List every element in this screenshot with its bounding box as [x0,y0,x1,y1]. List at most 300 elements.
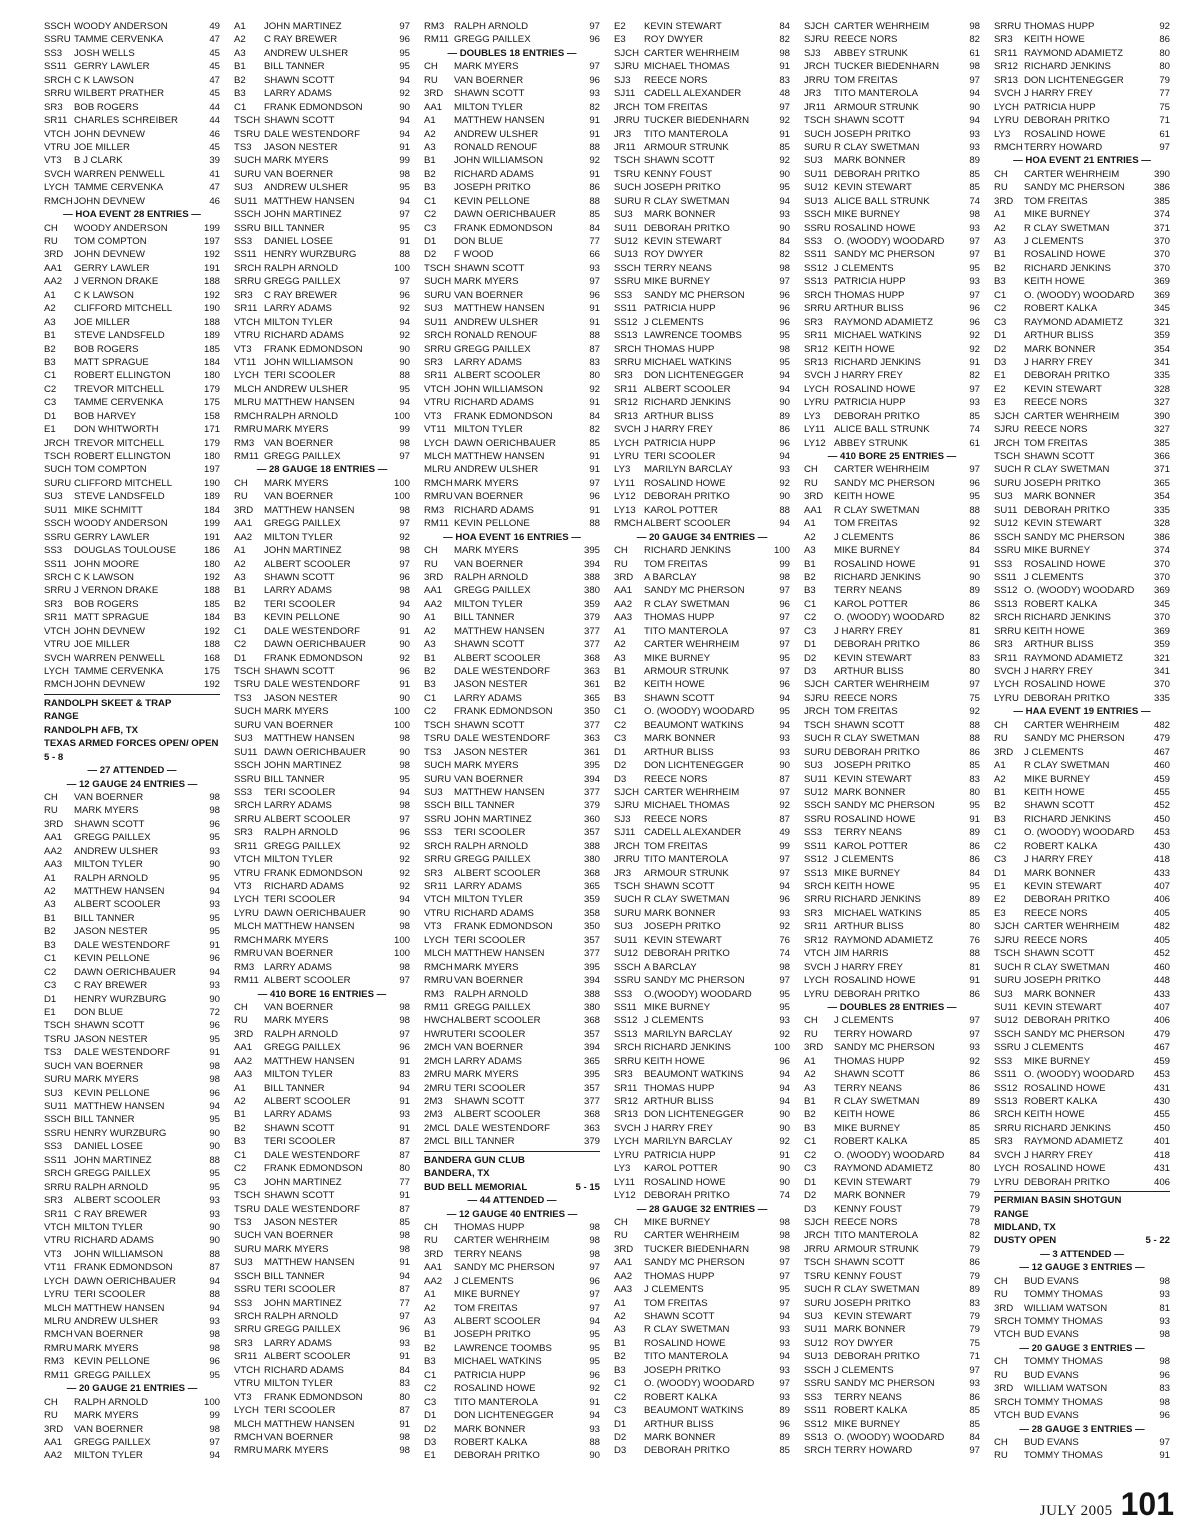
result-row [424,1041,600,1054]
shoot-info: RANDOLPH SKEET & TRAP [44,697,172,709]
shooter-name: TITO MANTEROLA [454,1396,539,1408]
shooter-name: DAWN OERICHBAUER [454,437,556,449]
shooter-name: REECE NORS [1024,424,1088,436]
shooter-name: THOMAS HUPP [644,1082,715,1094]
shooter-name: FRANK EDMONDSON [454,921,553,933]
result-row [234,1028,410,1041]
shooter-name: RICHARD JENKINS [644,1042,731,1054]
class-code: RU [804,1028,818,1040]
score: 452 [1153,948,1170,960]
class-code: RU [424,558,438,570]
class-code: C2 [234,1163,247,1175]
shooter-name: BILL TANNER [74,912,135,924]
result-row [234,329,410,342]
shooter-name: ROSALIND HOWE [834,558,916,570]
class-code: LY11 [614,1176,635,1188]
class-code: SR3 [234,289,253,301]
result-row [424,773,600,786]
issue-date: JULY 2005 [1039,1503,1113,1519]
score: 89 [969,894,980,906]
shooter-name: HENRY WURZBURG [74,993,167,1005]
class-code: SR3 [44,101,63,113]
shooter-name: ROSALIND HOWE [644,1176,726,1188]
event-header: — DOUBLES 18 ENTRIES — [447,47,577,59]
shooter-name: ANDREW ULSHER [454,128,539,140]
shooter-name: KEITH HOWE [1024,276,1085,288]
shooter-name: BEAUMONT WATKINS [644,1069,744,1081]
result-row [44,1019,220,1032]
class-code: 2MRU [424,1069,452,1081]
result-row [424,705,600,718]
result-row [804,289,980,302]
class-code: CH [994,1436,1008,1448]
result-row [994,1436,1170,1449]
shooter-name: GERRY LAWLER [74,262,150,274]
score: 98 [399,1230,410,1242]
class-code: MLCH [424,451,452,462]
class-code: SUCH [424,760,452,772]
result-row [44,1261,220,1274]
shooter-name: ARMOUR STRUNK [834,101,919,113]
result-row [424,410,600,423]
event-header: — 12 GAUGE 40 ENTRIES — [446,1208,578,1220]
score: 97 [779,625,790,637]
shooter-name: JOHN WILLIAMSON [454,155,544,167]
score: 100 [393,706,410,718]
shooter-name: THOMAS HUPP [454,1221,525,1233]
result-row [424,1275,600,1288]
result-row [994,181,1170,194]
class-code: AA2 [614,1270,633,1282]
class-code: 2MCL [424,1136,450,1148]
result-row [804,1270,980,1283]
score: 98 [209,1342,220,1354]
shooter-name: MARK MYERS [74,1342,139,1354]
score: 97 [399,276,410,288]
class-code: AA2 [44,276,63,288]
class-code: SS11 [804,249,827,261]
class-code: SJ3 [614,74,631,86]
shooter-name: BEAUMONT WATKINS [644,1405,744,1417]
result-row [44,410,220,423]
class-code: MLRU [424,464,452,476]
score: 79 [969,1176,980,1188]
result-row [424,343,600,356]
class-code: LYCH [44,182,69,194]
result-row [994,128,1170,141]
class-code: C2 [44,383,57,395]
score: 95 [399,182,410,194]
result-row [234,625,410,638]
result-row [424,947,600,960]
result-row [424,1055,600,1068]
shooter-name: MATTHEW HANSEN [264,921,355,933]
shooter-name: THOMAS HUPP [644,343,715,355]
score: 90 [779,1163,790,1175]
score: 93 [969,397,980,409]
result-row [234,60,410,73]
class-code: SJ3 [614,813,631,825]
shooter-name: O. (WOODY) WOODARD [1024,585,1135,597]
shooter-name: DALE WESTENDORF [264,1149,360,1161]
shooter-name: TAMME CERVENKA [74,666,164,677]
result-row [804,141,980,154]
shooter-name: GREGG PAILLEX [264,276,341,288]
shooter-name: A BARCLAY [644,961,697,973]
score: 93 [779,1364,790,1376]
shooter-name: RAYMOND ADAMIETZ [834,1163,933,1175]
score: 88 [209,1289,220,1301]
shooter-name: JOHN WILLIAMSON [264,356,354,368]
class-code: RMCH [614,518,643,530]
class-code: AA2 [614,598,633,610]
class-code: SS11 [994,1069,1017,1081]
shooter-name: CARTER WEHRHEIM [644,639,740,651]
score: 92 [399,330,410,342]
class-code: SURU [804,1297,832,1309]
class-code: RM11 [424,1001,449,1013]
result-row [614,356,790,369]
shooter-name: TERRY NEANS [834,1082,902,1094]
score: 358 [583,907,600,919]
score: 430 [1153,840,1170,852]
score: 379 [583,800,600,812]
result-row [234,490,410,503]
class-code: 2M3 [424,1096,443,1107]
shooter-name: DAWN OERICHBAUER [74,966,176,978]
shoot-date: 5 - 15 [575,1181,600,1193]
score: 97 [779,1270,790,1282]
shooter-name: MATTHEW HANSEN [454,303,545,315]
shooter-name: ALBERT SCOOLER [264,558,351,570]
result-row [234,168,410,181]
score: 96 [399,1324,410,1336]
shooter-name: DAWN OERICHBAUER [264,639,366,651]
score: 93 [779,746,790,758]
class-code: RM3 [424,988,445,1000]
class-code: SRRU [234,1324,262,1336]
result-row [424,168,600,181]
result-row [614,101,790,114]
class-code: A3 [994,236,1006,247]
class-code: SR11 [614,383,638,395]
class-code: SURU [994,477,1022,489]
result-row [804,154,980,167]
result-row [44,1409,220,1422]
class-code: SS3 [44,1141,63,1153]
score: 341 [1153,356,1170,368]
shooter-name: DON LICHTENEGGER [644,370,744,382]
shooter-name: ALBERT SCOOLER [454,1316,541,1327]
result-row [424,625,600,638]
shooter-name: LARRY ADAMS [264,800,332,812]
result-row [234,181,410,194]
class-code: RU [994,1369,1008,1381]
class-code: B1 [234,61,246,73]
shooter-name: JOHN MARTINEZ [264,1297,342,1309]
class-code: LYRU [994,692,1019,704]
class-code: C1 [804,1136,817,1148]
score: 96 [399,34,410,46]
shooter-name: SANDY MC PHERSON [834,1042,935,1054]
result-row [424,920,600,933]
shooter-name: LARRY ADAMS [264,585,332,597]
score: 95 [969,491,980,503]
result-row [804,638,980,651]
result-row [614,316,790,329]
score: 93 [589,1423,600,1435]
result-row [614,1082,790,1095]
result-row [614,584,790,597]
result-row [994,101,1170,114]
result-row [424,974,600,987]
score: 89 [779,1405,790,1417]
shooter-name: MIKE BURNEY [1024,209,1091,221]
score: 357 [583,1028,600,1040]
class-code: LYCH [424,934,449,946]
shooter-name: B J CLARK [74,155,123,167]
class-code: B3 [44,939,56,951]
score: 87 [399,1405,410,1417]
class-code: C3 [804,625,817,637]
score: 92 [589,1383,600,1395]
score: 97 [589,1289,600,1301]
shooter-name: MATTHEW HANSEN [264,397,355,409]
class-code: LY13 [614,504,636,516]
result-row [614,544,790,557]
score: 84 [969,1431,980,1443]
class-code: RMRU [234,424,263,436]
result-row [804,920,980,933]
class-code: SJCH [994,921,1020,933]
class-code: SUCH [234,706,262,718]
event-header: — 410 BORE 16 ENTRIES — [257,988,387,1000]
score: 430 [1153,1096,1170,1107]
shooter-name: VAN BOERNER [454,558,524,570]
score: 86 [969,1109,980,1121]
score: 94 [399,1270,410,1282]
class-code: RMCH [424,477,453,489]
shooter-name: THOMAS HUPP [834,1055,905,1067]
class-code: SS3 [424,827,443,839]
score: 98 [589,1221,600,1233]
score: 97 [589,477,600,489]
result-row [424,450,600,463]
shooter-name: SHAWN SCOTT [454,719,525,731]
result-row [234,235,410,248]
shooter-name: TOM FREITAS [834,518,898,530]
shooter-name: GREGG PAILLEX [74,1168,151,1180]
result-row [424,1261,600,1274]
result-row [614,961,790,974]
result-row [614,799,790,812]
class-code: SURU [44,1074,72,1086]
class-code: SU11 [44,1101,68,1112]
result-row [424,1302,600,1315]
score: 84 [969,867,980,879]
result-row [994,988,1170,1001]
result-row [614,235,790,248]
result-row [44,1033,220,1046]
class-code: SURU [994,975,1022,987]
shooter-name: C RAY BREWER [264,289,338,301]
shooter-name: VAN BOERNER [454,74,524,86]
result-row [614,1189,790,1202]
score: 87 [779,773,790,785]
score: 406 [1153,1176,1170,1188]
result-row [994,867,1170,880]
class-code: CH [234,1001,248,1013]
class-code: B2 [994,800,1006,812]
score: 84 [969,1149,980,1161]
class-code: VTCH [234,1364,261,1376]
class-code: SR3 [614,370,633,382]
score: 98 [399,760,410,772]
shooter-name: REECE NORS [1024,934,1088,946]
score: 95 [209,1181,220,1193]
score: 87 [779,813,790,825]
event-header: — 28 GAUGE 32 ENTRIES — [636,1203,768,1215]
class-code: SS3 [44,47,63,59]
class-code: CH [44,1396,58,1408]
score: 99 [399,155,410,167]
class-code: A2 [44,886,56,897]
result-row [614,907,790,920]
score: 93 [779,1391,790,1403]
result-row [994,235,1170,248]
class-code: RU [424,74,438,86]
result-row [614,988,790,1001]
shooter-name: MIKE BURNEY [1024,1055,1091,1067]
shooter-name: SHAWN SCOTT [264,1190,335,1202]
class-code: LYCH [234,894,259,906]
shooter-name: J CLEMENTS [834,1015,894,1027]
score: 94 [209,1101,220,1112]
score: 354 [1153,343,1170,355]
score: 379 [583,612,600,624]
class-code: D3 [614,773,627,785]
shooter-name: BUD EVANS [1024,1410,1079,1422]
shooter-name: ALBERT SCOOLER [454,1015,541,1027]
score: 97 [779,639,790,651]
shooter-name: WARREN PENWELL [74,652,165,664]
result-row [994,1315,1170,1328]
score: 96 [209,1087,220,1099]
class-code: CH [614,1216,628,1228]
result-row [614,1216,790,1229]
result-row [614,463,790,476]
class-code: C1 [44,370,57,382]
shooter-name: JOSEPH PRITKO [454,1329,531,1341]
class-code: SU11 [44,504,68,516]
result-row [44,1436,220,1449]
shooter-name: GREGG PAILLEX [264,1042,341,1054]
result-row [994,625,1170,638]
result-row [424,867,600,880]
class-code: SS12 [994,1082,1018,1094]
score: 79 [969,1311,980,1322]
result-row [44,396,220,409]
score: 365 [583,881,600,892]
class-code: 3RD [234,504,254,516]
score: 98 [969,21,980,32]
shooter-name: JASON NESTER [454,679,528,691]
class-code: SJCH [804,679,830,691]
shooter-name: TERI SCOOLER [264,894,336,906]
score: 90 [399,612,410,624]
shooter-name: TUCKER BIEDENHARN [834,61,940,73]
class-code: C2 [234,639,247,651]
score: 94 [779,692,790,704]
result-row [994,396,1170,409]
shooter-name: ANDREW ULSHER [264,383,349,395]
result-row [994,880,1170,893]
result-row [424,141,600,154]
class-code: SUCH [234,1230,262,1242]
result-row [804,302,980,315]
score: 98 [589,1235,600,1247]
score: 85 [969,907,980,919]
result-row [614,625,790,638]
class-code: VTCH [234,854,261,866]
class-code: SU11 [424,316,448,328]
event-header: — 20 GAUGE 34 ENTRIES — [636,531,768,543]
score: 85 [969,182,980,194]
shooter-name: MIKE BURNEY [834,867,901,879]
shoot-info: BANDERA, TX [424,1168,490,1180]
shooter-name: O. (WOODY) WOODARD [1024,289,1135,301]
score: 95 [779,330,790,342]
result-row [804,1444,980,1457]
class-code: TSRU [234,679,261,691]
result-row [804,1350,980,1363]
class-code: 3RD [614,571,634,583]
shooter-name: MILTON TYLER [264,316,333,328]
shooter-name: MARK MYERS [74,805,139,817]
result-row [614,1162,790,1175]
shooter-name: CARTER WEHRHEIM [644,47,740,59]
result-row [44,504,220,517]
score: 90 [209,1141,220,1153]
result-row [804,1041,980,1054]
class-code: JRCH [44,437,70,449]
shoot-info: RANDOLPH AFB, TX [44,724,138,736]
result-row [804,463,980,476]
shooter-name: DEBORAH PRITKO [1024,692,1110,704]
score: 93 [969,128,980,140]
class-code: A1 [614,625,626,637]
shooter-name: SHAWN SCOTT [74,1020,145,1032]
result-row [994,840,1170,853]
score: 95 [779,652,790,664]
score: 186 [203,545,220,557]
result-row [44,831,220,844]
result-row [994,773,1170,786]
class-code: VTCH [804,948,831,960]
score: 97 [399,518,410,530]
result-row [234,813,410,826]
score: 92 [969,330,980,342]
result-row [804,248,980,261]
score: 86 [969,531,980,543]
score: 388 [583,840,600,852]
shooter-name: MIKE BURNEY [644,1216,711,1228]
shooter-name: TOM FREITAS [644,840,708,852]
shooter-name: TOM FREITAS [834,74,898,86]
result-row [614,692,790,705]
result-row [614,437,790,450]
class-code: SU12 [994,1015,1018,1027]
